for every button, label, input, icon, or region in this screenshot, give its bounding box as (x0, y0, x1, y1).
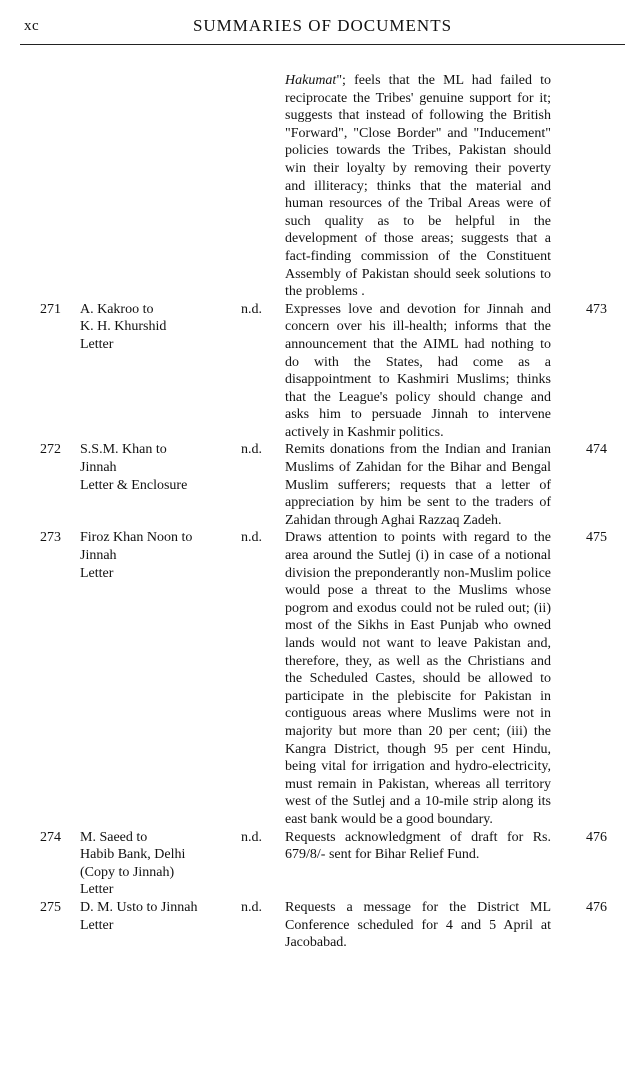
page-header (20, 14, 625, 40)
entry-summary: Requests a message for the District ML Conference scheduled for 4 and 5 April at Jacobabad. (285, 899, 551, 951)
entry-page-reference: 476 (586, 899, 607, 915)
entry-number: 271 (40, 301, 61, 317)
running-title: SUMMARIES OF DOCUMENTS (192, 16, 453, 35)
entry-number: 274 (40, 829, 61, 845)
document-summaries (0, 72, 635, 952)
continuation-text (285, 72, 551, 301)
correspondent-line: Habib Bank, Delhi (80, 847, 186, 863)
page-number: xc (24, 18, 40, 34)
continuation-body: "; feels that the ML had failed to reciprocate the Tribes' genuine support for it; suggests that instead of following the British "Forward", "Close Border" and "Inducement" policies towards the Tribes, Pakistan should win their loyalty by removing their poverty and illiteracy; thinks that the material and human resources of the Tribal Areas were of such quality as to be helpful in the development of those areas; suggests that a fact-finding commission of the Constituent Assembly of Pakistan should seek solutions to the problems . (285, 73, 551, 300)
entry-correspondents (80, 529, 230, 582)
entry-number: 272 (40, 442, 61, 458)
entry-date: n.d. (241, 442, 262, 458)
entry-date: n.d. (241, 829, 262, 845)
entry-274 (0, 829, 635, 899)
correspondent-line: S.S.M. Khan to (80, 442, 167, 458)
document-type: Letter (80, 917, 114, 933)
document-type: Letter (80, 565, 114, 581)
document-type: Letter (80, 882, 114, 898)
entry-page-reference: 474 (586, 442, 607, 458)
document-type: Letter (80, 336, 114, 352)
entry-correspondents (80, 441, 230, 494)
entry-273 (0, 529, 635, 828)
entry-summary: Draws attention to points with regard to the area around the Sutlej (i) in case of a notional division the preponderantly non-Muslim police would pose a threat to the Muslims whose pogrom and exodus could not be ruled out; (ii) most of the Sikhs in East Punjab who owned lands would not want to leave Pakistan and, therefore, they, as well as the Christians and the Scheduled Castes, should be allowed to participate in the plebiscite for Pakistan in contiguous areas where Muslims were not in majority but more than 20 per cent; (iii) the Kangra District, though 95 per cent Hindu, being vital for irrigation and hydro-electricity, must remain in Pakistan, whereas all territory west of the Sutlej and a 10-mile strip along its east bank would be a good boundary. (285, 530, 551, 827)
correspondent-line: Firoz Khan Noon to (80, 530, 193, 546)
correspondent-line: D. M. Usto to Jinnah (80, 899, 198, 915)
summary-continuation (0, 72, 635, 301)
entry-number: 275 (40, 899, 61, 915)
entry-date: n.d. (241, 530, 262, 546)
correspondent-line: (Copy to Jinnah) (80, 864, 175, 880)
entry-summary: Remits donations from the Indian and Iranian Muslims of Zahidan for the Bihar and Bengal Muslim sufferers; requests that a letter of appreciation by him be sent to the traders of Zahidan through Aghai Razzaq Zadeh. (285, 442, 551, 528)
entry-275 (0, 899, 635, 952)
header-rule (20, 44, 625, 45)
entry-number: 273 (40, 530, 61, 546)
correspondent-line: M. Saeed to (80, 829, 148, 845)
entry-272 (0, 441, 635, 529)
entry-summary: Expresses love and devotion for Jinnah and concern over his ill-health; informs that the announcement that the AIML had nothing to do with the States, had come as a disappointment to Kashmiri Muslims; thinks that the League's policy should change and asks him to persuade Jinnah to intervene actively in Kashmir politics. (285, 301, 551, 440)
entry-correspondents (80, 301, 230, 354)
entry-summary: Requests acknowledgment of draft for Rs. 679/8/- sent for Bihar Relief Fund. (285, 829, 551, 863)
entry-date: n.d. (241, 899, 262, 915)
correspondent-line: A. Kakroo to (80, 301, 154, 317)
entry-correspondents (80, 899, 230, 934)
correspondent-line: K. H. Khurshid (80, 319, 167, 335)
entry-page-reference: 476 (586, 829, 607, 845)
correspondent-line: Jinnah (80, 460, 117, 476)
entry-page-reference: 473 (586, 301, 607, 317)
entry-271 (0, 301, 635, 442)
document-type: Letter & Enclosure (80, 477, 188, 493)
entry-correspondents (80, 829, 230, 899)
entry-date: n.d. (241, 301, 262, 317)
entry-page-reference: 475 (586, 530, 607, 546)
correspondent-line: Jinnah (80, 548, 117, 564)
continuation-italic-word: Hakumat (285, 73, 337, 88)
